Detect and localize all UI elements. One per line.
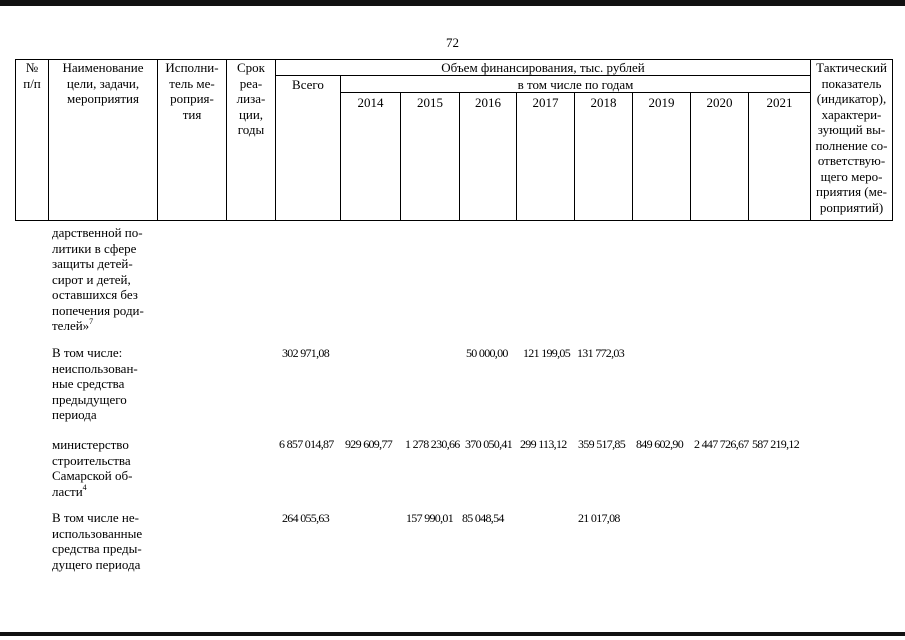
- footnote-marker: 7: [89, 317, 94, 326]
- header-executor-col: Исполни- тель ме- роприя- тия: [165, 60, 219, 122]
- row-3-total: 264 055,63: [282, 511, 330, 525]
- row-2-2021: 587 219,12: [752, 437, 800, 451]
- row-2-total: 6 857 014,87: [279, 437, 334, 451]
- top-border: [0, 0, 905, 6]
- row-2-2018: 359 517,85: [578, 437, 626, 451]
- header-name-col: Наименование цели, задачи, мероприятия: [62, 60, 144, 106]
- header-year-2018: 2018: [590, 95, 617, 110]
- row-1-2018: 131 772,03: [577, 346, 625, 360]
- header-year-2019: 2019: [648, 95, 675, 110]
- header-year-2015: 2015: [417, 95, 443, 110]
- page-number: 72: [446, 35, 459, 50]
- row-2-2020: 2 447 726,67: [694, 437, 749, 451]
- row-3-2015: 157 990,01: [406, 511, 454, 525]
- row-3-2016: 85 048,54: [462, 511, 504, 525]
- row-1-total: 302 971,08: [282, 346, 330, 360]
- row-3-2018: 21 017,08: [578, 511, 620, 525]
- row-0-name: дарственной по- литики в сфере защиты детей- сирот и детей, оставшихся без попечения роди- телей»$^7$: [52, 225, 144, 333]
- row-1-name: В том числе: неиспользован- ные средства предыдущего периода: [52, 345, 138, 422]
- header-year-2014: 2014: [357, 95, 384, 110]
- bottom-border: [0, 632, 905, 636]
- row-2-2016: 370 050,41: [465, 437, 513, 451]
- header-year-2021: 2021: [766, 95, 793, 110]
- header-total: Всего: [292, 77, 324, 92]
- footnote-marker: 4: [82, 482, 87, 492]
- header-num-col: № п/п: [23, 60, 41, 91]
- row-2-2019: 849 602,90: [636, 437, 684, 451]
- row-1-2017: 121 199,05: [523, 346, 571, 360]
- row-3-name: В том числе не- использованные средства преды- дущего периода: [52, 510, 143, 572]
- row-2-2015: 1 278 230,66: [405, 437, 460, 451]
- header-year-2020: 2020: [706, 95, 733, 110]
- header-term-col: Срок реа- лиза- ции, годы: [236, 60, 266, 137]
- row-2-name: министерство строительства Самарской об- ласти$^4$: [52, 437, 133, 499]
- header-funding-title: Объем финансирования, тыс. рублей: [441, 60, 645, 75]
- row-2-2017: 299 113,12: [520, 437, 567, 451]
- header-year-2016: 2016: [475, 95, 501, 110]
- row-2-2014: 929 609,77: [345, 437, 393, 451]
- row-1-2016: 50 000,00: [466, 346, 508, 360]
- header-by-years: в том числе по годам: [517, 77, 634, 92]
- header-year-2017: 2017: [532, 95, 559, 110]
- header-indicator-col: Тактический показатель (индикатор), характери- зующий вы- полнение со- ответствую- щего меро- приятия (ме- роприятий): [815, 60, 888, 215]
